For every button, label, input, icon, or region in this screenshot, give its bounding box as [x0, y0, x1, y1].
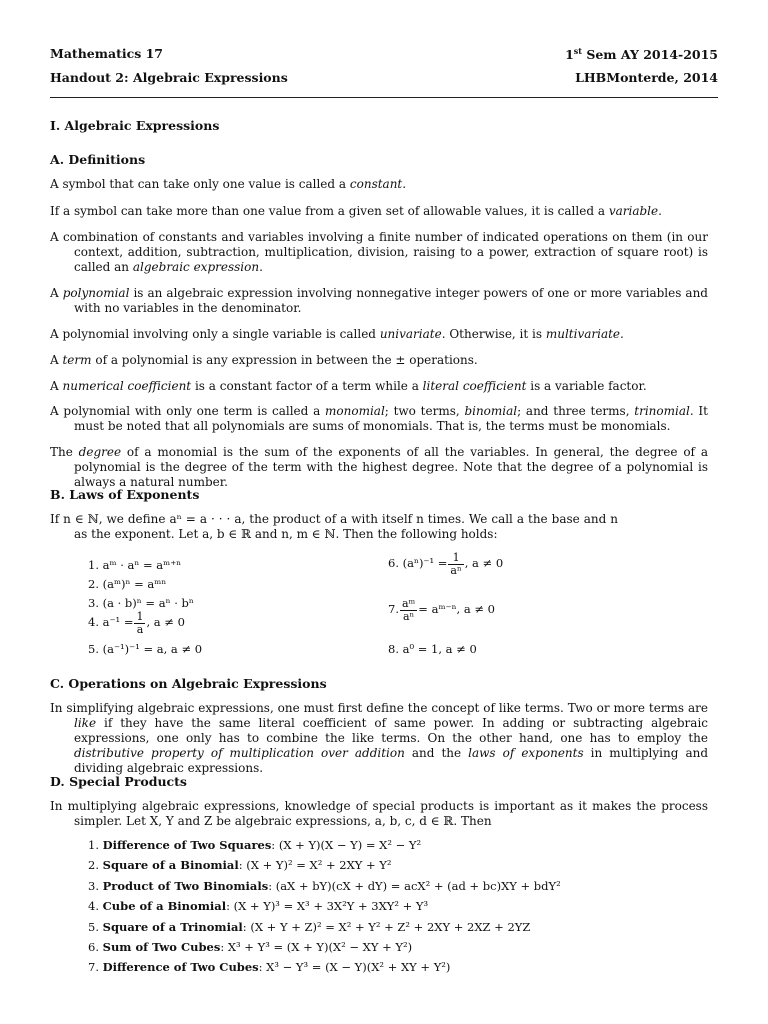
law-text: 4. a⁻¹ =: [88, 615, 134, 630]
item-number: 1.: [88, 838, 99, 852]
item-number: 7.: [88, 960, 99, 975]
special-products-list: [88, 838, 708, 981]
text: In simplifying algebraic expressions, one must first define the concept of like terms. Two or more terms are: [50, 701, 708, 715]
text: A: [50, 286, 63, 300]
item-number: 5.: [88, 919, 99, 934]
list-item: [88, 940, 708, 960]
item-formula: : (X + Y)³ = X³ + 3X²Y + 3XY² + Y³: [226, 899, 429, 914]
page-header: [50, 46, 718, 94]
section-c-heading: C. Operations on Algebraic Expressions: [50, 676, 327, 691]
text: A polynomial with only one term is called a: [50, 404, 326, 418]
list-item: [88, 879, 708, 899]
item-formula: : (X + Y)² = X² + 2XY + Y²: [238, 858, 392, 873]
operations-paragraph: [50, 701, 708, 776]
list-item: [88, 899, 708, 919]
text: of a monomial is the sum of the exponents of all the variables. In general, the degree of a polynomial is the degree of the term with the highest degree. Note that the degree of a polynomial is always a natural number.: [74, 445, 708, 489]
text: A combination of constants and variables involving a finite number of indicated operations on them (in our context, addition, subtraction, multiplication, division, raising to a power, extraction of square root) is called an: [50, 230, 708, 274]
fraction: [134, 611, 145, 635]
text: A: [50, 353, 63, 367]
term-trinomial: trinomial: [634, 404, 690, 418]
section-i-heading: I. Algebraic Expressions: [50, 118, 220, 133]
term-laws-of-exponents: laws of exponents: [468, 746, 584, 760]
item-formula: : (X + Y)(X − Y) = X² − Y²: [271, 838, 422, 852]
item-formula: : X³ + Y³ = (X + Y)(X² − XY + Y²): [220, 939, 413, 954]
list-item: [88, 960, 708, 980]
text: The: [50, 445, 79, 459]
term-constant: constant: [349, 177, 403, 191]
fraction: [400, 598, 417, 622]
term-like: like: [74, 716, 97, 730]
denominator: aⁿ: [450, 563, 462, 577]
text: .: [402, 177, 407, 191]
term-degree: degree: [78, 445, 122, 459]
section-b-heading: B. Laws of Exponents: [50, 487, 200, 502]
item-number: 3.: [88, 878, 99, 893]
text: . Otherwise, it is: [441, 327, 546, 341]
text: ; two terms,: [384, 404, 465, 418]
term-algebraic-expression: algebraic expression: [132, 260, 260, 274]
numerator: 1: [452, 551, 460, 564]
law-text: , a ≠ 0: [464, 556, 504, 571]
header-divider: [50, 97, 718, 98]
numerator: aᵐ: [401, 597, 416, 610]
text: is a constant factor of a term while a: [191, 379, 423, 393]
text: . It must be noted that all polynomials are sums of monomials. That is, the terms must be monomials.: [74, 404, 708, 433]
text: and the: [404, 746, 469, 760]
section-a-heading: A. Definitions: [50, 152, 146, 167]
list-item: [88, 838, 708, 858]
semester-year: Sem AY 2014-2015: [581, 47, 718, 63]
law-2: 2. (aᵐ)ⁿ = aᵐⁿ: [88, 577, 167, 591]
law-text: = aᵐ⁻ⁿ, a ≠ 0: [418, 602, 495, 617]
law-7: [388, 598, 495, 622]
term-univariate: univariate: [379, 327, 442, 341]
term-literal-coefficient: literal coefficient: [422, 379, 527, 393]
semester-label: [565, 46, 718, 70]
law-text: , a ≠ 0: [146, 615, 185, 630]
term-multivariate: multivariate: [545, 327, 621, 341]
law-text: 6. (aⁿ)⁻¹ =: [388, 556, 448, 571]
fraction: [448, 552, 463, 576]
item-number: 6.: [88, 939, 99, 954]
item-name: Square of a Binomial: [102, 858, 239, 873]
text: .: [658, 204, 662, 218]
definition-polynomial: [50, 286, 708, 316]
law-5: 5. (a⁻¹)⁻¹ = a, a ≠ 0: [88, 642, 203, 656]
exponent-intro: If n ∈ ℕ, we define aⁿ = a · · · a, the product of a with itself n times. We call a the base and n as the exponent. Let a, b ∈ ℝ and n, m ∈ ℕ. Then the following holds:: [50, 512, 618, 541]
definition-univariate: [50, 327, 708, 342]
item-number: 2.: [88, 858, 99, 873]
handout-title: Handout 2: Algebraic Expressions: [50, 70, 288, 85]
term-binomial: binomial: [464, 404, 518, 418]
section-d-heading: D. Special Products: [50, 774, 187, 789]
definition-algebraic-expression: [50, 230, 708, 275]
law-4: [88, 611, 185, 635]
term-distributive-property: distributive property of multiplication over addition: [74, 746, 405, 760]
item-formula: : (aX + bY)(cX + dY) = acX² + (ad + bc)XY + bdY²: [268, 878, 561, 893]
item-name: Sum of Two Cubes: [102, 939, 221, 954]
numerator: 1: [136, 610, 144, 623]
definition-variable: [50, 204, 708, 219]
list-item: [88, 920, 708, 940]
item-formula: : X³ − Y³ = (X − Y)(X² + XY + Y²): [258, 960, 451, 975]
definition-coefficient: [50, 379, 708, 394]
text: ; and three terms,: [517, 404, 635, 418]
term-polynomial: polynomial: [62, 286, 130, 300]
semester-number: 1: [565, 47, 574, 63]
item-name: Cube of a Binomial: [102, 899, 227, 914]
text: .: [620, 327, 624, 341]
definition-term: [50, 353, 708, 368]
denominator: aⁿ: [400, 610, 417, 623]
text: A symbol that can take only one value is called a: [50, 177, 350, 191]
term-variable: variable: [608, 204, 659, 218]
law-1: 1. aᵐ · aⁿ = aᵐ⁺ⁿ: [88, 558, 182, 572]
text: of a polynomial is any expression in between the ± operations.: [91, 353, 478, 367]
item-name: Difference of Two Cubes: [102, 960, 259, 975]
text: .: [259, 260, 263, 274]
author-label: LHBMonterde, 2014: [575, 70, 718, 85]
item-name: Difference of Two Squares: [102, 838, 272, 852]
item-name: Square of a Trinomial: [102, 919, 243, 934]
law-3: 3. (a · b)ⁿ = aⁿ · bⁿ: [88, 596, 194, 610]
list-item: [88, 858, 708, 878]
text: A: [50, 379, 63, 393]
special-products-intro: In multiplying algebraic expressions, knowledge of special products is important as it makes the process simpler. Let X, Y and Z be algebraic expressions, a, b, c, d ∈ ℝ. Then: [50, 799, 708, 828]
law-text: 7.: [388, 602, 399, 617]
item-number: 4.: [88, 899, 99, 914]
definition-monomial: [50, 404, 708, 434]
text: is an algebraic expression involving nonnegative integer powers of one or more variables and with no variables in the denominator.: [74, 286, 708, 315]
item-name: Product of Two Binomials: [102, 878, 269, 893]
law-6: [388, 552, 503, 576]
definition-degree: [50, 445, 708, 490]
text: If a symbol can take more than one value from a given set of allowable values, it is called a: [50, 204, 609, 218]
term-monomial: monomial: [325, 404, 385, 418]
item-formula: : (X + Y + Z)² = X² + Y² + Z² + 2XY + 2XZ + 2YZ: [242, 919, 531, 934]
term-term: term: [62, 353, 92, 367]
text: in multiplying and dividing algebraic expressions.: [74, 746, 709, 775]
text: is a variable factor.: [526, 379, 647, 393]
term-numerical-coefficient: numerical coefficient: [62, 379, 192, 393]
law-8: 8. a⁰ = 1, a ≠ 0: [388, 642, 477, 656]
text: A polynomial involving only a single variable is called: [50, 327, 380, 341]
course-title: Mathematics 17: [50, 46, 163, 61]
semester-superscript: st: [573, 46, 582, 56]
text: if they have the same literal coefficient of same power. In adding or subtracting algebraic expressions, one only has to combine the like terms. On the other hand, one has to employ the: [74, 716, 708, 745]
denominator: a: [134, 623, 145, 636]
definition-constant: [50, 177, 708, 192]
